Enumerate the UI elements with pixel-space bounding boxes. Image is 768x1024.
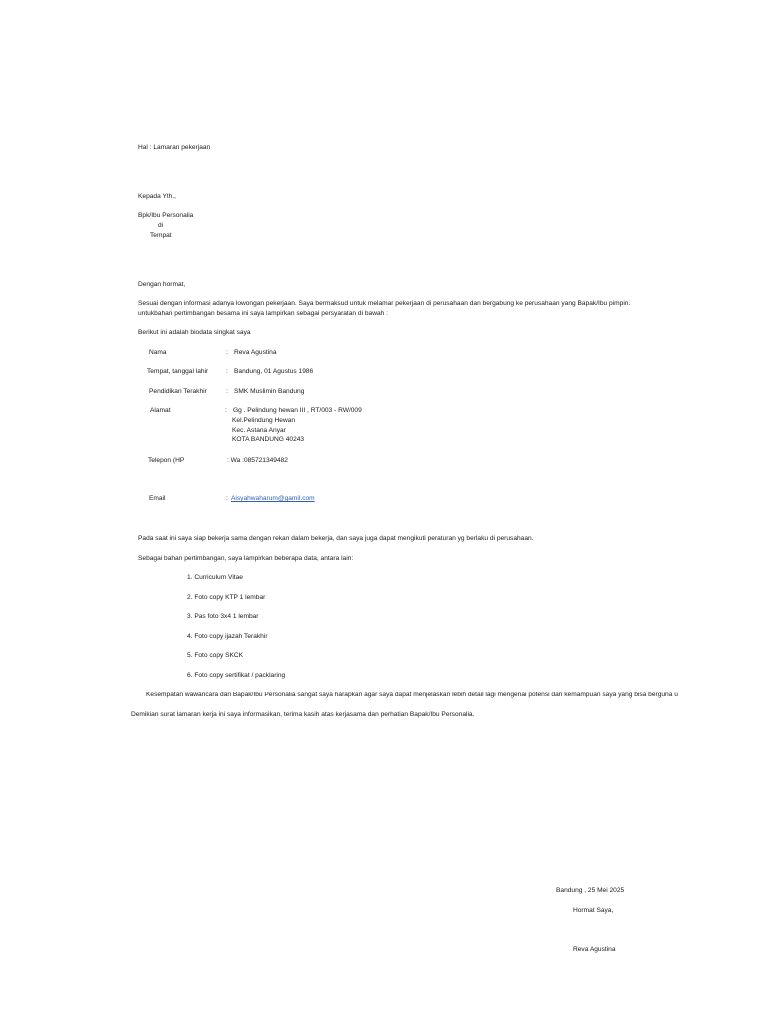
recipient-line-2: Bpk/Ibu Personalia: [138, 212, 194, 219]
name-label: Nama: [149, 349, 167, 356]
address-line-3: Kec. Astana Anyar: [232, 427, 286, 434]
regards: Hormat Saya,: [573, 907, 614, 914]
recipient-line-3: di: [158, 222, 164, 229]
name-value: Reva Agustina: [234, 349, 277, 356]
address-line-1: Gg . Pelindung hewan III , RT/003 - RW/009: [233, 407, 362, 414]
recipient-line-4: Tempat: [150, 232, 172, 239]
greeting: Dengan hormat,: [138, 281, 186, 288]
attachment-item: 6. Foto copy sertifikat / packlaring: [187, 672, 286, 679]
subject-line: Hal : Lamaran pekerjaan: [138, 144, 211, 151]
attachments-intro: Sebagai bahan pertimbangan, saya lampirkan beberapa data, antara lain:: [138, 555, 354, 562]
email-link[interactable]: Aisyahwaharum@gamil.com: [231, 495, 315, 502]
attachment-item: 4. Foto copy ijazah Terakhir: [187, 633, 268, 640]
education-label: Pendidikan Terakhir: [149, 388, 207, 395]
attachment-item: 5. Foto copy SKCK: [187, 652, 244, 659]
birth-label: Tempat, tanggal lahir: [147, 368, 209, 375]
name-separator: :: [226, 349, 228, 356]
ready-paragraph: Pada saat ini saya siap bekerja sama dengan rekan dalam bekerja, dan saya juga dapat mengikuti peraturan yg berlaku di perusahaan.: [138, 535, 534, 542]
interview-paragraph: Kesempatan wawancara dari Bapak/Ibu Personalia sangat saya harapkan agar saya dapat menjelaskan lebih detail lagi mengenai potensi dan kemampuan saya yang bisa berguna u: [146, 692, 678, 698]
address-separator: :: [225, 407, 227, 414]
birth-value: Bandung, 01 Agustus 1986: [234, 368, 314, 375]
place-date: Bandung , 25 Mei 2025: [556, 887, 625, 894]
phone-label: Telepon (HP: [148, 457, 185, 464]
email-label: Email: [149, 495, 166, 502]
attachment-item: 1. Curriculum Vitae: [187, 574, 243, 581]
education-separator: :: [226, 388, 228, 395]
address-line-2: Kel.Pelindung Hewan: [232, 417, 296, 424]
education-value: SMK Muslimin Bandung: [234, 388, 305, 395]
birth-separator: :: [226, 368, 228, 375]
address-label: Alamat: [150, 407, 171, 414]
intro-line-1: Sesuai dengan informasi adanya lowongan pekerjaan. Saya bermaksud untuk melamar pekerjaan di perusahaan dan bergabung ke perusahaan yang Bapak/Ibu pimpin.: [138, 300, 631, 307]
closing-paragraph: Demikian surat lamaran kerja ini saya informasikan, terima kasih atas kerjasama dan perhatian Bapak/Ibu Personalia.: [131, 711, 475, 718]
signature-name: Reva Agustina: [573, 946, 616, 953]
intro-line-2: untukbahan pertimbangan besama ini saya lampirkan sebagai persyaratan di bawah :: [138, 310, 388, 317]
attachment-item: 2. Foto copy KTP 1 lembar: [187, 594, 266, 601]
biodata-intro: Berikut ini adalah biodata singkat saya: [138, 329, 251, 336]
attachment-item: 3. Pas foto 3x4 1 lembar: [187, 613, 259, 620]
email-separator: :: [226, 495, 228, 502]
recipient-line-1: Kepada Yth.,: [138, 193, 177, 200]
address-line-4: KOTA BANDUNG 40243: [232, 436, 305, 443]
phone-value: : Wa :085721349482: [227, 457, 288, 464]
